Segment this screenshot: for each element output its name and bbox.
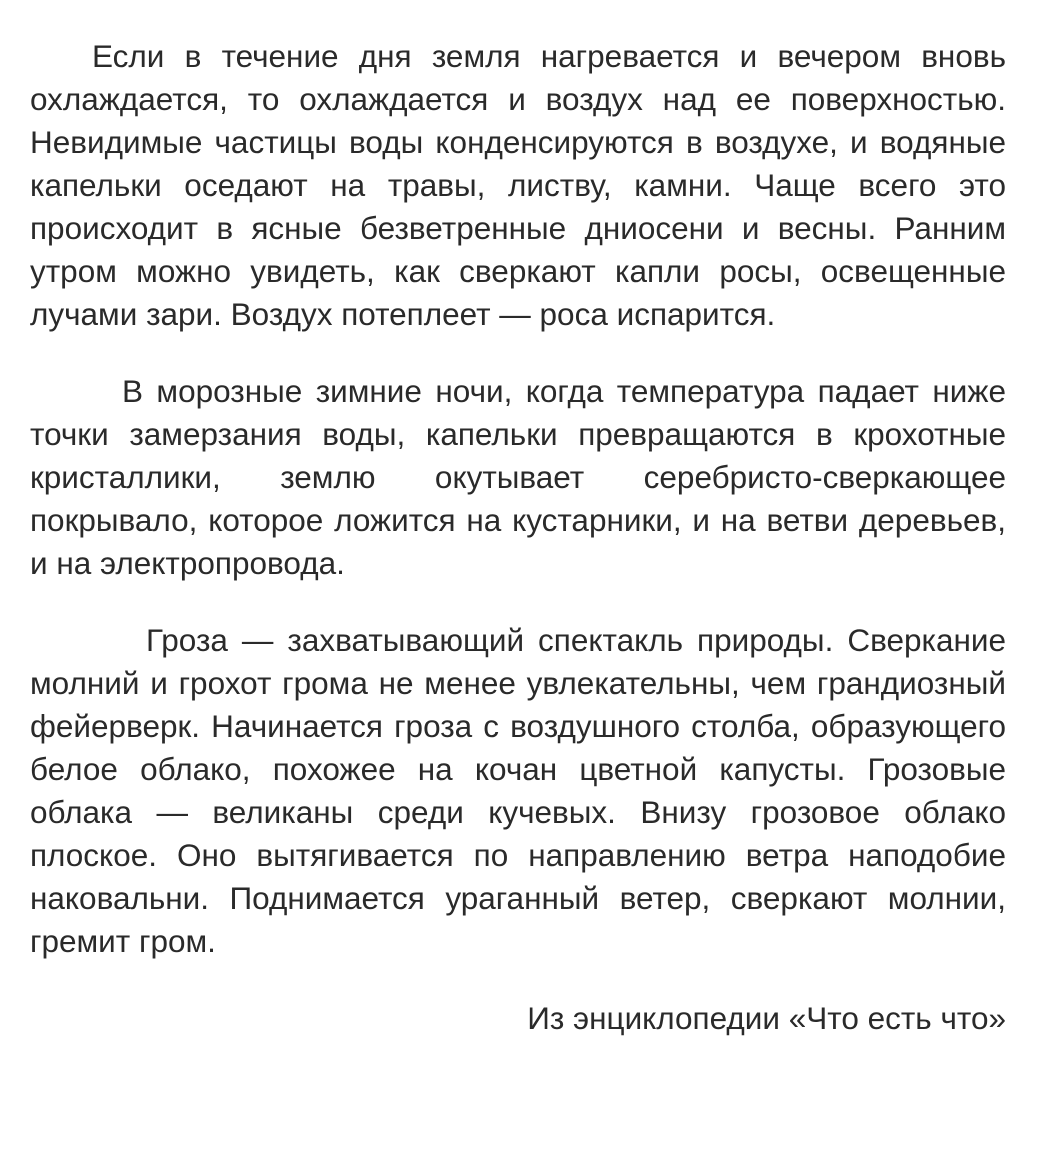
paragraph-dew: Если в течение дня земля нагревается и вечером вновь охлаждается, то охлаждается и воздух над ее поверхностью. Невидимые частицы воды конденсируются в воздухе, и водяные капельки оседают на травы, листву, камни. Чаще всего это происходит в ясные безветренные дниосени и весны. Ранним утром можно увидеть, как сверкают капли росы, освещенные лучами зари. Воздух потеплеет — роса испарится. — [30, 38, 1006, 332]
paragraph-frost: В морозные зимние ночи, когда температура падает ниже точки замерзания воды, капельки превращаются в крохотные кристаллики, землю окутывает серебристо-сверкающее покрывало, которое ложится на кустарники, и на ветви деревьев, и на электропровода. — [30, 373, 1006, 581]
source-citation: Из энциклопедии «Что есть что» — [527, 1000, 1006, 1036]
document-body — [30, 35, 1006, 1040]
paragraph-thunderstorm: Гроза — захватывающий спектакль природы. Сверкание молний и грохот грома не менее увлекательны, чем грандиозный фейерверк. Начинается гроза с воздушного столба, образующего белое облако, похожее на кочан цветной капусты. Грозовые облака — великаны среди кучевых. Внизу грозовое облако плоское. Оно вытягивается по направлению ветра наподобие наковальни. Поднимается ураганный ветер, сверкают молнии, гремит гром. — [30, 622, 1006, 959]
